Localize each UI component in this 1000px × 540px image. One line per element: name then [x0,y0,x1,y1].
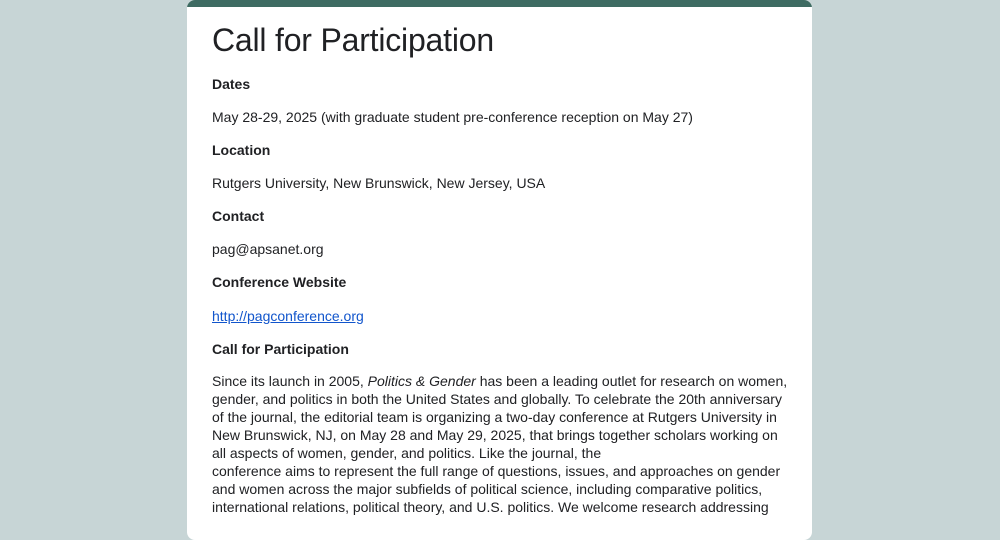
call-section [212,339,349,359]
dates-section [212,74,250,94]
call-line-8: international relations, political theory, and U.S. politics. We welcome research addressing [212,499,769,515]
dates-value-row [212,107,693,127]
call-line-2: gender, and politics in both the United States and globally. To celebrate the 20th anniversary [212,391,782,407]
form-content [212,20,788,515]
call-description [212,372,787,516]
call-line-7: and women across the major subfields of political science, including comparative politics, [212,481,763,497]
location-section [212,140,270,160]
form-card [187,0,812,540]
call-line-5: all aspects of women, gender, and politics. Like the journal, the [212,445,602,461]
website-value-row [212,306,364,326]
call-label: Call for Participation [212,341,349,357]
website-section [212,272,346,292]
conference-website-link[interactable]: http://pagconference.org [212,308,364,324]
location-value-row [212,173,545,193]
form-accent-bar [187,0,812,7]
call-line-1a: Since its launch in 2005, [212,373,368,389]
call-line-3: of the journal, the editorial team is organizing a two-day conference at Rutgers University in [212,409,777,425]
call-line-1b: has been a leading outlet for research on women, [475,373,788,389]
journal-name: Politics & Gender [367,373,476,389]
website-label: Conference Website [212,274,347,290]
call-line-6: conference aims to represent the full range of questions, issues, and approaches on gender [212,463,781,479]
page-title: Call for Participation [212,22,494,58]
contact-email: pag@apsanet.org [212,241,324,257]
dates-label: Dates [212,76,251,92]
location-value: Rutgers University, New Brunswick, New Jersey, USA [212,175,546,191]
contact-section [212,206,264,226]
dates-value: May 28-29, 2025 (with graduate student pre-conference reception on May 27) [212,109,693,125]
location-label: Location [212,142,271,158]
call-line-4: New Brunswick, NJ, on May 28 and May 29, 2025, that brings together scholars working on [212,427,778,443]
contact-value-row [212,239,324,259]
call-line-1 [212,372,787,390]
contact-label: Contact [212,208,265,224]
